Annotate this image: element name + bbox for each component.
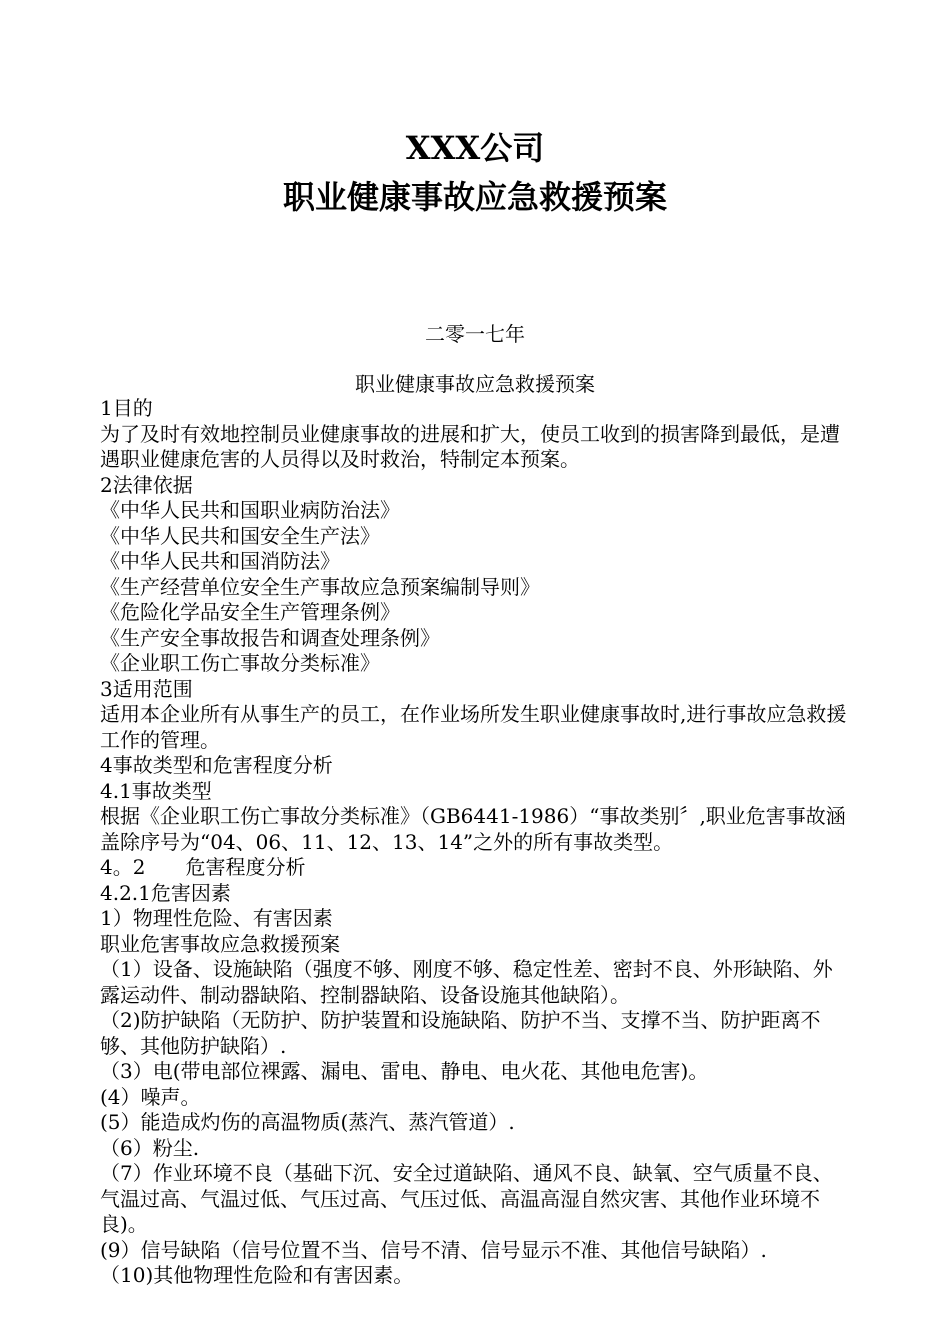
document-body — [100, 396, 852, 1289]
hazard-item: (4）噪声。 — [100, 1084, 201, 1109]
section-4-1-text: 根据《企业职工伤亡事故分类标准》（GB6441-1986）“事故类别〞,职业危害事故涵盖除序号为“04、06、11、12、13、14”之外的所有事故类型。 — [100, 804, 846, 854]
hazard-item: （3）电(带电部位裸露、漏电、雷电、静电、电火花、其他电危害)。 — [100, 1059, 709, 1083]
law-item: 《中华人民共和国安全生产法》 — [100, 523, 380, 548]
law-item: 《中华人民共和国职业病防治法》 — [100, 498, 400, 522]
section-3-text: 适用本企业所有从事生产的员工，在作业场所发生职业健康事故时,进行事故应急救援工作的管理。 — [100, 702, 847, 752]
body-title: 职业健康事故应急救援预案 — [355, 372, 595, 396]
law-item: 《生产安全事故报告和调查处理条例》 — [100, 625, 440, 650]
section-3-heading: 3适用范围 — [100, 676, 193, 701]
section-4-1-heading: 4.1事故类型 — [100, 778, 212, 803]
physical-hazards-heading: 1）物理性危险、有害因素 — [100, 906, 333, 930]
law-item: 《危险化学品安全生产管理条例》 — [100, 600, 400, 624]
law-item: 《中华人民共和国消防法》 — [100, 549, 340, 573]
section-2-heading: 2法律依据 — [100, 472, 193, 497]
hazard-item: （1）设备、设施缺陷（强度不够、刚度不够、稳定性差、密封不良、外形缺陷、外露运动件、制动器缺陷、控制器缺陷、设备设施其他缺陷）。 — [100, 957, 833, 1007]
section-1-text: 为了及时有效地控制员业健康事故的进展和扩大，使员工收到的损害降到最低，是遭遇职业健康危害的人员得以及时救治，特制定本预案。 — [100, 421, 840, 471]
hazard-item: （2)防护缺陷（无防护、防护装置和设施缺陷、防护不当、支撑不当、防护距离不够、其他防护缺陷）. — [100, 1008, 821, 1058]
section-4-2-title: 危害程度分析 — [185, 855, 306, 879]
section-1-heading: 1目的 — [100, 396, 153, 420]
law-item: 《企业职工伤亡事故分类标准》 — [100, 651, 380, 675]
law-item: 《生产经营单位安全生产事故应急预案编制导则》 — [100, 574, 540, 599]
section-4-2-number: 4。2 — [100, 855, 146, 879]
hazard-item: (9）信号缺陷（信号位置不当、信号不清、信号显示不准、其他信号缺陷）. — [100, 1237, 767, 1262]
section-4-2-heading — [100, 855, 852, 881]
section-4-2-1-heading: 4.2.1危害因素 — [100, 880, 231, 905]
repeat-title: 职业危害事故应急救援预案 — [100, 931, 340, 956]
hazard-item: （7）作业环境不良（基础下沉、安全过道缺陷、通风不良、缺氧、空气质量不良、气温过高、气温过低、气压过高、气压过低、高温高湿自然灾害、其他作业环境不良)。 — [100, 1161, 833, 1236]
hazard-item: (5）能造成灼伤的高温物质(蒸汽、蒸汽管道）. — [100, 1110, 515, 1134]
company-title: XXX公司 — [405, 129, 545, 167]
plan-title: 职业健康事故应急救援预案 — [282, 178, 667, 216]
hazard-item: （10)其他物理性危险和有害因素。 — [100, 1263, 414, 1287]
hazard-item: （6）粉尘. — [100, 1135, 200, 1160]
section-4-heading: 4事故类型和危害程度分析 — [100, 753, 333, 777]
document-year: 二零一七年 — [425, 322, 525, 346]
